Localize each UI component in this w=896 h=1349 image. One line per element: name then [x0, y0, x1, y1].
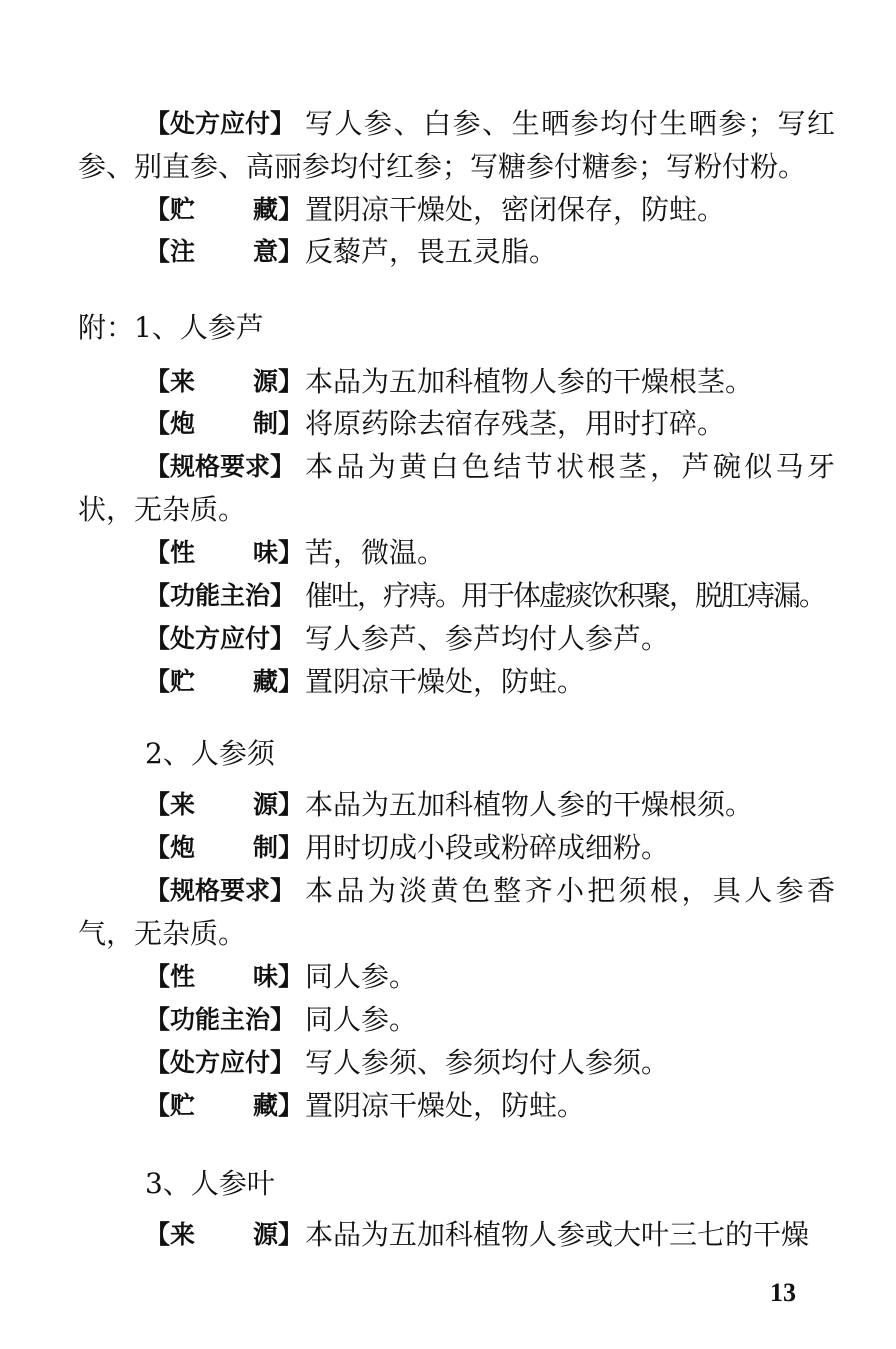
sec1-store-label: 【贮 藏】	[145, 667, 304, 696]
sec1-store-line	[0, 662, 896, 702]
sec2-rx-line	[0, 1043, 896, 1083]
sec2-heading: 2、人参须	[145, 737, 275, 770]
sec1-spec-cont: 状，无杂质。	[78, 493, 247, 526]
sec2-taste-text: 同人参。	[305, 960, 418, 993]
sec2-spec-cont: 气，无杂质。	[78, 917, 247, 950]
sec1-taste-line	[0, 533, 896, 573]
sec2-taste-label: 【性 味】	[145, 962, 304, 991]
sec1-process-label: 【炮 制】	[145, 409, 304, 438]
storage-line	[0, 190, 896, 230]
sec1-process-text: 将原药除去宿存残茎，用时打碎。	[305, 407, 726, 440]
sec1-func-text: 催吐，疗痔。用于体虚痰饮积聚，脱肛痔漏。	[305, 579, 826, 612]
sec2-spec-line	[0, 871, 896, 911]
page-number: 13	[770, 1278, 796, 1307]
sec2-spec-text: 本品为淡黄色整齐小把须根，具人参香	[305, 874, 835, 907]
sec2-store-line	[0, 1086, 896, 1126]
rx-line	[0, 104, 896, 144]
sec3-source-label: 【来 源】	[145, 1220, 304, 1249]
sec2-taste-line	[0, 957, 896, 997]
sec1-func-label: 【功能主治】	[145, 581, 296, 610]
sec1-spec-label: 【规格要求】	[145, 452, 296, 481]
rx-text-cont: 参、别直参、高丽参均付红参；写糖参付糖参；写粉付粉。	[78, 150, 807, 183]
rx-continuation	[0, 147, 896, 187]
rx-text: 写人参、白参、生晒参均付生晒参；写红	[305, 107, 835, 140]
sec2-func-line	[0, 1000, 896, 1040]
note-line	[0, 232, 896, 272]
sec1-rx-label: 【处方应付】	[145, 624, 296, 653]
sec2-process-line	[0, 828, 896, 868]
sec1-taste-text: 苦，微温。	[305, 536, 446, 569]
sec2-func-text: 同人参。	[305, 1003, 418, 1036]
note-label: 【注 意】	[145, 237, 304, 266]
sec2-store-label: 【贮 藏】	[145, 1091, 304, 1120]
sec1-source-label: 【来 源】	[145, 367, 304, 396]
sec1-heading: 附：1、人参芦	[78, 311, 264, 344]
sec2-source-label: 【来 源】	[145, 790, 304, 819]
sec2-spec-label: 【规格要求】	[145, 876, 296, 905]
sec2-func-label: 【功能主治】	[145, 1005, 296, 1034]
sec2-process-label: 【炮 制】	[145, 833, 304, 862]
sec1-source-text: 本品为五加科植物人参的干燥根茎。	[305, 365, 754, 398]
sec2-source-text: 本品为五加科植物人参的干燥根须。	[305, 788, 754, 821]
sec3-source-text: 本品为五加科植物人参或大叶三七的干燥	[305, 1218, 810, 1251]
sec1-rx-line	[0, 619, 896, 659]
sec3-heading: 3、人参叶	[145, 1167, 275, 1200]
sec3-source-line	[0, 1215, 896, 1255]
sec1-func-line	[0, 576, 896, 616]
sec1-rx-text: 写人参芦、参芦均付人参芦。	[305, 622, 670, 655]
sec2-rx-text: 写人参须、参须均付人参须。	[305, 1046, 670, 1079]
sec2-rx-label: 【处方应付】	[145, 1048, 296, 1077]
sec1-taste-label: 【性 味】	[145, 538, 304, 567]
note-text: 反藜芦，畏五灵脂。	[305, 235, 558, 268]
sec1-spec-text: 本品为黄白色结节状根茎，芦碗似马牙	[305, 450, 835, 483]
sec1-spec-line	[0, 447, 896, 487]
storage-text: 置阴凉干燥处，密闭保存，防蛀。	[305, 193, 726, 226]
sec2-source-line	[0, 785, 896, 825]
storage-label: 【贮 藏】	[145, 195, 304, 224]
sec1-source-line	[0, 362, 896, 402]
sec1-store-text: 置阴凉干燥处，防蛀。	[305, 665, 586, 698]
rx-label: 【处方应付】	[145, 109, 296, 138]
sec2-store-text: 置阴凉干燥处，防蛀。	[305, 1089, 586, 1122]
sec1-process-line	[0, 404, 896, 444]
sec2-process-text: 用时切成小段或粉碎成细粉。	[305, 831, 670, 864]
